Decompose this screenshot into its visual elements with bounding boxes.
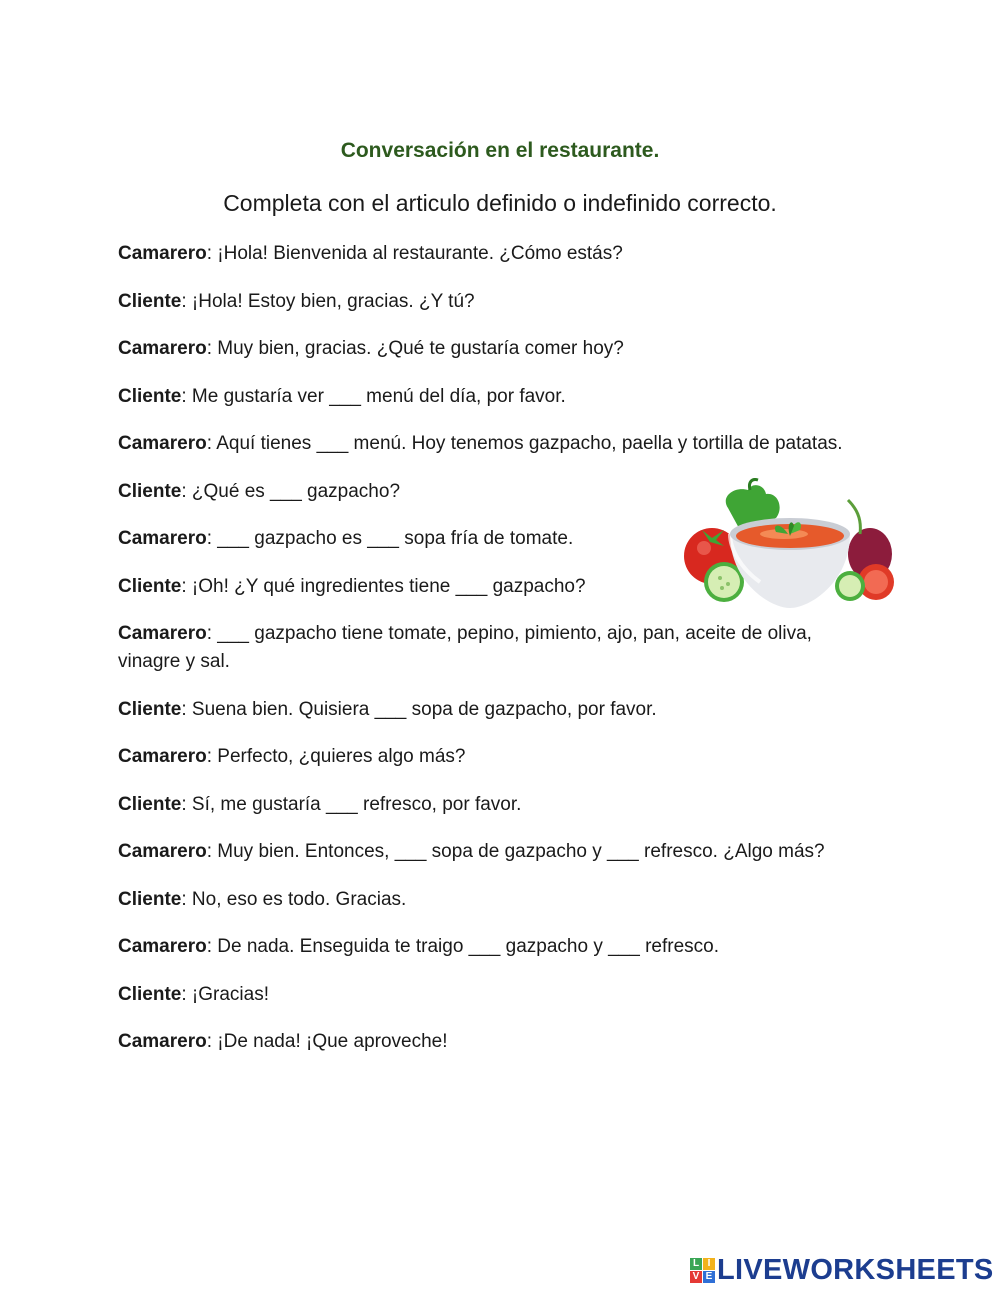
line-text: : ¡Gracias! — [181, 983, 269, 1005]
dialogue — [118, 240, 858, 1076]
dialogue-line — [118, 240, 858, 268]
speaker-label: Cliente — [118, 290, 182, 312]
logo-text: LIVEWORKSHEETS — [717, 1253, 994, 1286]
dialogue-line — [118, 696, 858, 724]
line-text: : ¡Hola! Bienvenida al restaurante. ¿Cómo estás? — [206, 243, 623, 264]
line-text: : ¿Qué es ___ gazpacho? — [181, 480, 401, 502]
dialogue-line — [118, 981, 858, 1009]
line-text: : ___ gazpacho es ___ sopa fría de tomate. — [206, 528, 574, 549]
speaker-label: Camarero — [118, 623, 207, 644]
dialogue-line — [118, 383, 858, 411]
dialogue-line — [118, 838, 858, 866]
logo-mark-letter: L — [690, 1258, 702, 1270]
speaker-label: Camarero — [118, 433, 207, 454]
dialogue-line — [118, 743, 858, 771]
line-text: : No, eso es todo. Gracias. — [181, 888, 407, 910]
speaker-label: Cliente — [118, 385, 182, 407]
line-text: : ¡Oh! ¿Y qué ingredientes tiene ___ gazpacho? — [181, 575, 586, 597]
line-text: : ¡De nada! ¡Que aproveche! — [206, 1031, 448, 1052]
dialogue-line — [118, 335, 858, 363]
speaker-label: Cliente — [118, 793, 182, 815]
line-text: : De nada. Enseguida te traigo ___ gazpacho y ___ refresco. — [206, 936, 720, 957]
line-text: : ___ gazpacho tiene tomate, pepino, pimiento, ajo, pan, aceite de oliva, vinagre y sal. — [118, 623, 812, 672]
page-title: Conversación en el restaurante. — [340, 139, 660, 162]
speaker-label: Camarero — [118, 1031, 207, 1052]
logo-mark-letter: V — [690, 1271, 702, 1283]
line-text: : Perfecto, ¿quieres algo más? — [206, 746, 466, 767]
logo-mark-icon — [690, 1258, 715, 1283]
dialogue-line — [118, 886, 858, 914]
gazpacho-soup-bowl-icon — [680, 478, 900, 612]
liveworksheets-logo — [690, 1254, 994, 1286]
line-text: : ¡Hola! Estoy bien, gracias. ¿Y tú? — [181, 290, 475, 312]
line-text: : Aquí tienes ___ menú. Hoy tenemos gazpacho, paella y tortilla de patatas. — [206, 433, 843, 454]
dialogue-line — [118, 430, 858, 458]
speaker-label: Cliente — [118, 575, 182, 597]
dialogue-line — [118, 620, 858, 676]
dialogue-line — [118, 933, 858, 961]
logo-mark-letter: I — [703, 1258, 715, 1270]
dialogue-line — [118, 288, 858, 316]
line-text: : Muy bien, gracias. ¿Qué te gustaría comer hoy? — [206, 338, 624, 359]
speaker-label: Cliente — [118, 480, 182, 502]
instructions: Completa con el articulo definido o indefinido correcto. — [223, 190, 777, 216]
speaker-label: Camarero — [118, 528, 207, 549]
speaker-label: Cliente — [118, 888, 182, 910]
dialogue-line — [118, 1028, 858, 1056]
line-text: : Suena bien. Quisiera ___ sopa de gazpacho, por favor. — [181, 698, 657, 720]
speaker-label: Camarero — [118, 936, 207, 957]
line-text: : Muy bien. Entonces, ___ sopa de gazpacho y ___ refresco. ¿Algo más? — [206, 841, 825, 862]
dialogue-line — [118, 791, 858, 819]
speaker-label: Cliente — [118, 698, 182, 720]
speaker-label: Camarero — [118, 746, 207, 767]
logo-mark-letter: E — [703, 1271, 715, 1283]
line-text: : Sí, me gustaría ___ refresco, por favor. — [181, 793, 522, 815]
speaker-label: Camarero — [118, 841, 207, 862]
speaker-label: Cliente — [118, 983, 182, 1005]
line-text: : Me gustaría ver ___ menú del día, por favor. — [181, 385, 566, 407]
speaker-label: Camarero — [118, 338, 207, 359]
speaker-label: Camarero — [118, 243, 207, 264]
